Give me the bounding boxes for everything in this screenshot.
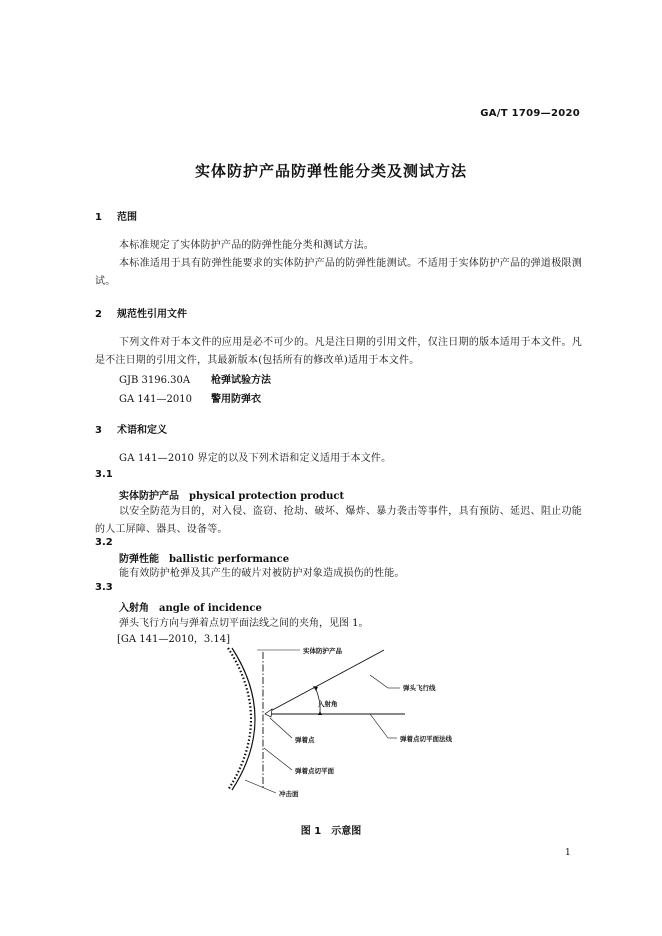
term-definition: 能有效防护枪弹及其产生的破片对被防护对象造成损伤的性能。 bbox=[119, 568, 405, 579]
section-1-paragraph-1: 本标准规定了实体防护产品的防弹性能分类和测试方法。 bbox=[119, 240, 374, 251]
label-strike-face: 冲击面 bbox=[279, 790, 299, 798]
term-zh: 防弹性能 bbox=[119, 554, 159, 565]
term-number: 3.3 bbox=[95, 582, 113, 593]
impact-point-marker bbox=[265, 709, 272, 717]
section-title: 规范性引用文件 bbox=[117, 309, 187, 320]
section-number: 3 bbox=[95, 425, 102, 436]
section-title: 术语和定义 bbox=[117, 425, 167, 436]
reference-code: GA 141—2010 bbox=[119, 394, 192, 405]
term-number: 3.1 bbox=[95, 469, 113, 480]
section-title: 范围 bbox=[117, 212, 137, 223]
term-definition: 弹头飞行方向与弹着点切平面法线之间的夹角，见图 1。 bbox=[119, 618, 369, 629]
label-impact-point: 弹着点 bbox=[295, 736, 315, 744]
term-zh: 入射角 bbox=[119, 603, 149, 614]
leader-impact-point bbox=[270, 718, 292, 738]
term-en: ballistic performance bbox=[169, 554, 290, 565]
label-product: 实体防护产品 bbox=[303, 647, 342, 655]
strike-surface-curve bbox=[228, 648, 255, 790]
section-number: 2 bbox=[95, 309, 102, 320]
figure-caption: 图 1 示意图 bbox=[300, 826, 362, 837]
label-tangent-plane: 弹着点切平面 bbox=[295, 767, 334, 775]
leader-trajectory bbox=[370, 675, 388, 688]
angle-arrow-bottom bbox=[318, 711, 322, 715]
reference-code: GJB 3196.30A bbox=[119, 375, 191, 386]
term-zh: 实体防护产品 bbox=[119, 491, 179, 502]
term-number: 3.2 bbox=[95, 537, 113, 548]
term-source: [GA 141—2010，3.14] bbox=[117, 634, 230, 645]
leader-normal bbox=[370, 714, 388, 738]
term-en: physical protection product bbox=[189, 491, 345, 502]
section-number: 1 bbox=[95, 212, 102, 223]
standard-number: GA/T 1709—2020 bbox=[480, 108, 580, 119]
section-1-paragraph-2: 本标准适用于具有防弹性能要求的实体防护产品的防弹性能测试。不适用于实体防护产品的弹道极限测试。 bbox=[95, 258, 582, 287]
term-definition: 以安全防范为目的，对入侵、盗窃、抢劫、破坏、爆炸、暴力袭击等事件，具有预防、延迟、阻止功能的人工屏障、器具、设备等。 bbox=[95, 506, 582, 535]
document-title: 实体防护产品防弹性能分类及测试方法 bbox=[194, 162, 467, 180]
leader-strike-face bbox=[245, 780, 276, 793]
section-3-intro: GA 141—2010 界定的以及下列术语和定义适用于本文件。 bbox=[119, 453, 392, 464]
angle-arrow-top bbox=[313, 686, 318, 691]
label-normal: 弹着点切平面法线 bbox=[400, 735, 452, 743]
term-en: angle of incidence bbox=[159, 603, 262, 614]
leader-tangent-plane bbox=[264, 748, 292, 770]
label-angle: 入射角 bbox=[318, 700, 338, 708]
reference-title: 枪弹试验方法 bbox=[211, 375, 271, 386]
label-trajectory: 弹头飞行线 bbox=[403, 684, 436, 692]
section-2-paragraph: 下列文件对于本文件的应用是必不可少的。凡是注日期的引用文件，仅注日期的版本适用于本文件。凡是不注日期的引用文件，其最新版本(包括所有的修改单)适用于本文件。 bbox=[95, 337, 582, 366]
reference-title: 警用防弹衣 bbox=[211, 394, 261, 405]
page-number: 1 bbox=[565, 848, 571, 858]
